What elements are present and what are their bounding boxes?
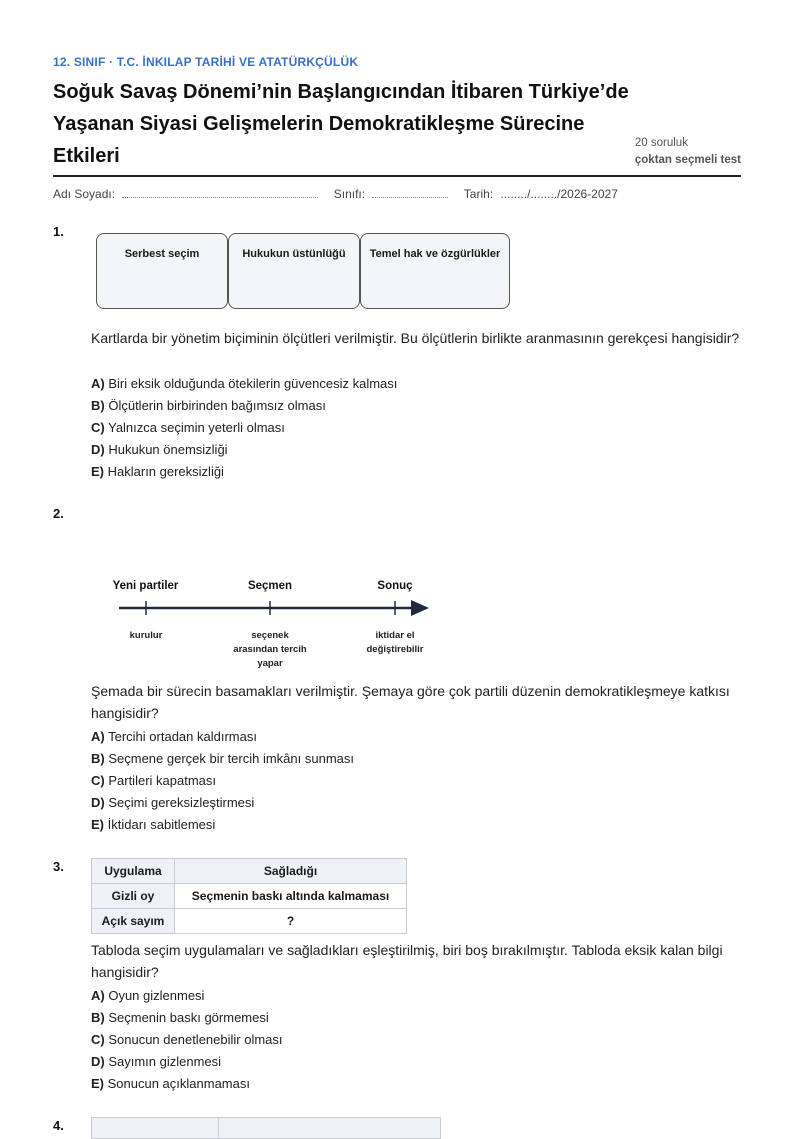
question-2 [53,505,741,840]
question-stem: Kartlarda bir yönetim biçiminin ölçütleri verilmiştir. Bu ölçütlerin birlikte aranmasının gerekçesi hangisidir? [91,330,740,346]
question-3 [53,858,741,1098]
criteria-cards [96,233,499,311]
criteria-card: Hukukun üstünlüğü [228,233,360,309]
table-cell: Açık sayım [92,909,175,934]
timeline-arrow [103,597,443,621]
header-divider [53,175,741,177]
question-number: 1. [53,224,64,239]
timeline-sub: iktidar el değiştirebilir [366,630,424,655]
name-field[interactable] [122,187,318,198]
table-header: Uygulama [92,859,175,884]
option-d[interactable]: D) Seçimi gereksizleştirmesi [91,795,255,810]
question-stem: Tabloda seçim uygulamaları ve sağladıkları eşleştirilmiş, biri boş bırakılmıştır. Tabloda eksik kalan bilgi hangisidir? [91,942,723,980]
name-label: Adı Soyadı: [53,187,116,201]
timeline-label: Yeni partiler [112,580,179,592]
option-d[interactable]: D) Sayımın gizlenmesi [91,1054,222,1069]
q4-table-top [91,1117,441,1139]
answer-options [91,985,741,1095]
table-cell: Seçmenin baskı altında kalmaması [175,884,407,909]
option-b[interactable]: B) Seçmene gerçek bir tercih imkânı sunması [91,751,354,766]
test-type: çoktan seçmeli test [634,154,741,166]
course-label: 12. SINIF · T.C. İNKILAP TARİHİ VE ATATÜRKÇÜLÜK [53,55,359,69]
option-b[interactable]: B) Seçmenin baskı görmemesi [91,1010,269,1025]
class-label: Sınıfı: [333,187,366,201]
student-info-row [53,187,741,201]
timeline-sub: kurulur [129,630,163,641]
criteria-card: Serbest seçim [96,233,228,309]
table-cell: Gizli oy [92,884,175,909]
class-field[interactable] [372,187,448,198]
test-meta [635,135,741,169]
question-number: 2. [53,506,64,521]
option-c[interactable]: C) Sonucun denetlenebilir olması [91,1032,283,1047]
option-c[interactable]: C) Partileri kapatması [91,773,216,788]
answer-options [91,373,741,483]
timeline-label: Seçmen [247,580,293,592]
question-stem: Şemada bir sürecin basamakları verilmiştir. Şemaya göre çok partili düzenin demokratikleşmeye katkısı hangisidir? [91,683,730,721]
question-1 [53,223,741,488]
question-4 [53,1112,741,1133]
option-a[interactable]: A) Oyun gizlenmesi [91,988,205,1003]
table-row [92,909,407,934]
question-number: 4. [53,1118,64,1133]
table-cell: ? [175,909,407,934]
timeline-sub: seçenek arasından tercih yapar [233,630,307,669]
page-title: Soğuk Savaş Dönemi’nin Başlangıcından İtibaren Türkiye’de Yaşanan Siyasi Gelişmelerin Demokratikleşme Sürecine Etkileri [53,81,629,167]
timeline-label: Sonuç [377,580,413,592]
answer-options [91,726,741,836]
option-e[interactable]: E) İktidarı sabitlemesi [91,817,216,832]
option-a[interactable]: A) Biri eksik olduğunda ötekilerin güvencesiz kalması [91,376,398,391]
option-d[interactable]: D) Hukukun önemsizliği [91,442,228,457]
option-b[interactable]: B) Ölçütlerin birbirinden bağımsız olması [91,398,326,413]
criteria-card: Temel hak ve özgürlükler [360,233,510,309]
question-count: 20 soruluk [634,137,688,149]
matching-table [91,858,407,934]
date-value: ......../......../2026-2027 [500,187,618,201]
question-number: 3. [53,859,64,874]
table-row [92,884,407,909]
option-e[interactable]: E) Hakların gereksizliği [91,464,224,479]
process-timeline [103,577,443,677]
table-header: Sağladığı [175,859,407,884]
option-a[interactable]: A) Tercihi ortadan kaldırması [91,729,257,744]
option-e[interactable]: E) Sonucun açıklanmaması [91,1076,250,1091]
option-c[interactable]: C) Yalnızca seçimin yeterli olması [91,420,285,435]
date-label: Tarih: [463,187,494,201]
